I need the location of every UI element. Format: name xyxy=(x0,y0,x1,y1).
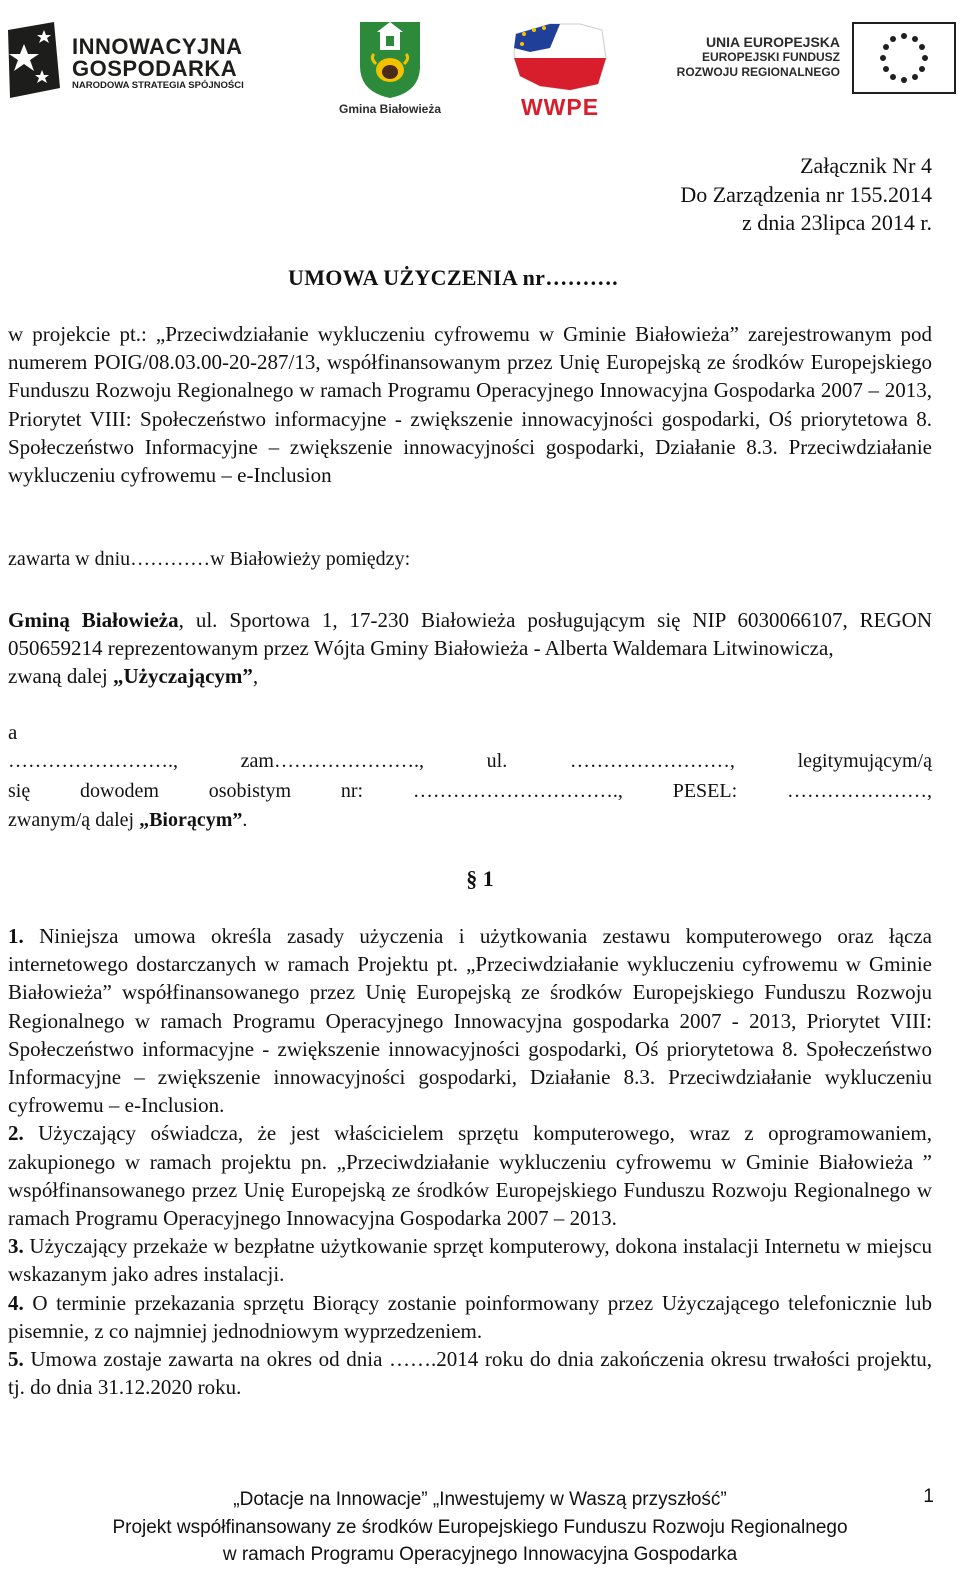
party-lender-called-suffix: , xyxy=(252,664,259,689)
section-1-heading: § 1 xyxy=(466,866,494,891)
clause-text: O terminie przekazania sprzętu Biorący zostanie poinformowany przez Użyczającego telefonicznie lub pisemnie, z co najmniej jednodniowym wyprzedzeniem. xyxy=(8,1290,932,1343)
party-borrower-line1: ……………………., zam…………………., ul. ……………………, legitymującym/ą xyxy=(8,750,932,772)
footer-programme: w ramach Programu Operacyjnego Innowacyjna Gospodarka xyxy=(222,1544,738,1565)
clause-text: Niniejsza umowa określa zasady użyczenia i użytkowania zestawu komputerowego oraz łącza internetowego dostarczanych w ramach Projektu pt. „Przeciwdziałanie wykluczeniu cyfrowemu w Gminie Białowieża” współfinansowanego przez Unię Europejską ze środków Europejskiego Funduszu Rozwoju Regionalnego w ramach Programu Operacyjnego Innowacyjna gospodarka 2007 - 2013, Priorytet VIII: Społeczeństwo informacyjne - zwiększenie innowacyjności gospodarki, Oś priorytetowa 8. Społeczeństwo Informacyjne – zwiększenie innowacyjności gospodarki, Działanie 8.3. Przeciwdziałanie wykluczeniu cyfrowemu – e-Inclusion. xyxy=(8,924,932,1118)
ue-logo-line1: UNIA EUROPEJSKA xyxy=(705,34,840,50)
party-lender-name: Gminą Białowieża xyxy=(8,608,179,632)
clause-number: 5. xyxy=(8,1347,24,1372)
unia-europejska-logo xyxy=(670,22,958,98)
clause-4 xyxy=(8,1289,932,1345)
innowacyjna-gospodarka-logo xyxy=(4,22,254,102)
clause-number: 2. xyxy=(8,1121,24,1146)
party-lender-role: „Użyczającym” xyxy=(112,664,253,689)
party-lender-details: , ul. Sportowa 1, 17-230 Białowieża posługującym się NIP 6030066107, REGON 050659214 reprezentowanym przez Wójta Gminy Białowieża - Alberta Waldemara Litwinowicza, xyxy=(8,608,932,661)
project-intro: w projekcie pt.: „Przeciwdziałanie wykluczeniu cyfrowemu w Gminie Białowieża” zarejestrowanym pod numerem POIG/08.03.00-20-287/13, współfinansowanym przez Unię Europejską ze środków Europejskiego Funduszu Rozwoju Regionalnego w ramach Programu Operacyjnego Innowacyjna Gospodarka 2007 – 2013, Priorytet VIII: Społeczeństwo informacyjne - zwiększenie innowacyjności gospodarki, Oś priorytetowa 8. Społeczeństwo Informacyjne – zwiększenie innowacyjności gospodarki, Działanie 8.3. Przeciwdziałanie wykluczeniu cyfrowemu – e-Inclusion xyxy=(8,322,932,488)
annex-reference xyxy=(680,152,932,238)
clause-5 xyxy=(8,1345,932,1401)
ig-logo-line3: NARODOWA STRATEGIA SPÓJNOŚCI xyxy=(72,80,244,91)
party-borrower-line2: się dowodem osobistym nr: …………………………., PESEL: …………………, xyxy=(8,779,932,802)
wwpe-poland-map-icon xyxy=(510,18,610,94)
party-borrower-called-prefix: zwanym/ą dalej xyxy=(8,809,140,831)
gmina-coat-of-arms-icon xyxy=(330,18,450,100)
clause-text: Użyczający oświadcza, że jest właścicielem sprzętu komputerowego, wraz z oprogramowaniem, zakupionego w ramach projektu pn. „Przeciwdziałanie wykluczeniu cyfrowemu w Gminie Białowieża ” współfinansowanego przez Unię Europejską ze środków Europejskiego Funduszu Rozwoju Regionalnego w ramach Programu Operacyjnego Innowacyjna Gospodarka 2007 – 2013. xyxy=(8,1121,932,1231)
wwpe-logo-label: WWPE xyxy=(520,94,600,120)
clause-number: 4. xyxy=(8,1290,24,1315)
annex-ordinance: Do Zarządzenia nr 155.2014 xyxy=(680,181,932,207)
party-lender xyxy=(8,606,932,691)
gmina-logo-label: Gmina Białowieża xyxy=(338,102,442,116)
footer-cofinancing: Projekt współfinansowany ze środków Europejskiego Funduszu Rozwoju Regionalnego xyxy=(112,1516,848,1538)
annex-date: z dnia 23lipca 2014 r. xyxy=(741,210,932,235)
clause-text: Umowa zostaje zawarta na okres od dnia …….2014 roku do dnia zakończenia okresu trwałości projektu, tj. do dnia 31.12.2020 roku. xyxy=(8,1347,932,1400)
document-title: UMOWA UŻYCZENIA nr………. xyxy=(288,265,618,290)
eu-flag-icon xyxy=(852,22,956,94)
innowacyjna-gospodarka-emblem-icon xyxy=(4,22,64,102)
clause-number: 1. xyxy=(8,924,24,948)
clause-3 xyxy=(8,1232,932,1288)
clause-number: 3. xyxy=(8,1234,24,1259)
wwpe-logo xyxy=(510,18,610,122)
footer-slogan: „Dotacje na Innowacje” „Inwestujemy w Waszą przyszłość” xyxy=(233,1489,727,1510)
annex-number: Załącznik Nr 4 xyxy=(800,153,932,178)
clause-2 xyxy=(8,1119,932,1232)
party-lender-called-prefix: zwaną dalej xyxy=(8,664,113,689)
ue-logo-line3: ROZWOJU REGIONALNEGO xyxy=(676,65,840,79)
ue-logo-line2: EUROPEJSKI FUNDUSZ xyxy=(701,50,840,64)
clause-text: Użyczający przekaże w bezpłatne użytkowanie sprzęt komputerowy, dokona instalacji Internetu w miejscu wskazanym jako adres instalacji. xyxy=(8,1234,932,1287)
ig-logo-line1: INNOWACYJNA xyxy=(72,34,243,59)
party-borrower-called-suffix: . xyxy=(242,809,248,831)
ig-logo-line2: GOSPODARKA xyxy=(72,56,238,81)
gmina-bialowieza-logo xyxy=(330,18,450,122)
page-footer xyxy=(0,1486,960,1569)
clauses-list xyxy=(8,922,932,1401)
concluded-line: zawarta w dniu…………w Białowieży pomiędzy: xyxy=(8,548,411,570)
party-borrower xyxy=(8,747,932,836)
conjunction-a: a xyxy=(8,720,18,744)
logo-bar xyxy=(0,0,960,130)
party-borrower-role: „Biorącym” xyxy=(139,809,243,831)
page-number: 1 xyxy=(923,1486,934,1507)
clause-1 xyxy=(8,922,932,1119)
